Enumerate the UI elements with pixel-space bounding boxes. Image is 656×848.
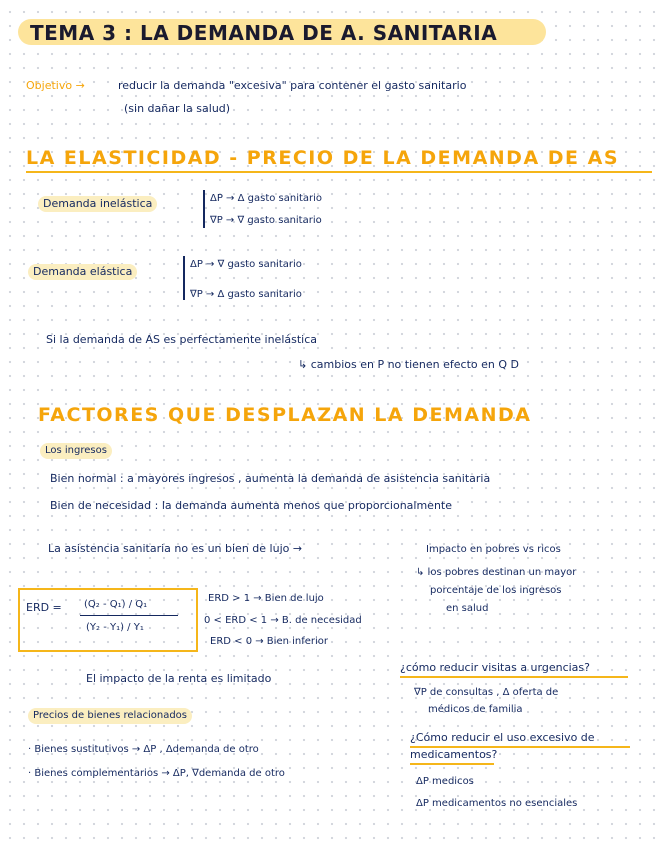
demanda-inelastica-label: Demanda inelástica (38, 196, 157, 212)
elasticidad-heading: LA ELASTICIDAD - PRECIO DE LA DEMANDA DE AS (26, 147, 620, 169)
lujo-text: La asistencia sanitaria no es un bien de lujo → (48, 542, 303, 555)
elastica-line-1: ΔP → ∇ gasto sanitario (190, 259, 302, 270)
urgencias-question: ¿cómo reducir visitas a urgencias? (400, 661, 590, 674)
erd-denominator: (Y₂ - Y₁) / Y₁ (86, 622, 144, 633)
objetivo-label: Objetivo → (26, 79, 85, 92)
brace-elastica (183, 256, 185, 300)
urgencias-answer-1: ∇P de consultas , Δ oferta de (414, 687, 559, 698)
erd-case-lujo: ERD > 1 → Bien de lujo (208, 593, 324, 604)
page-title-highlight (18, 19, 546, 45)
ingresos-label: Los ingresos (40, 443, 112, 459)
elastica-line-2: ∇P → Δ gasto sanitario (190, 289, 302, 300)
factores-heading: FACTORES QUE DESPLAZAN LA DEMANDA (38, 404, 532, 426)
inelastica-line-1: ΔP → Δ gasto sanitario (210, 193, 323, 204)
medicamentos-answer-2: ΔP medicamentos no esenciales (416, 798, 578, 809)
erd-label: ERD = (26, 601, 62, 614)
objetivo-text-2: (sin dañar la salud) (124, 102, 231, 115)
complementarios-text: · Bienes complementarios → ΔP, ∇demanda de otro (28, 768, 285, 779)
pobres-line-3: en salud (446, 603, 489, 614)
erd-case-necesidad: 0 < ERD < 1 → B. de necesidad (204, 615, 362, 626)
elasticidad-underline (26, 171, 652, 173)
urgencias-answer-2: médicos de familia (428, 704, 523, 715)
inelastica-line-2: ∇P → ∇ gasto sanitario (210, 215, 322, 226)
pobres-line-2: porcentaje de los ingresos (430, 585, 562, 596)
medicamentos-answer-1: ΔP medicos (416, 776, 474, 787)
erd-case-inferior: ERD < 0 → Bien inferior (210, 636, 329, 647)
erd-fraction-line (80, 615, 178, 616)
medicamentos-underline-2 (410, 763, 494, 765)
relacionados-label: Precios de bienes relacionados (28, 708, 192, 724)
demanda-elastica-label: Demanda elástica (28, 264, 137, 280)
bien-normal-text: Bien normal : a mayores ingresos , aumenta la demanda de asistencia sanitaria (50, 472, 491, 485)
bien-necesidad-text: Bien de necesidad : la demanda aumenta menos que proporcionalmente (50, 499, 452, 512)
medicamentos-question-1: ¿Cómo reducir el uso excesivo de (410, 731, 595, 744)
impacto-text: Impacto en pobres vs ricos (426, 544, 561, 555)
brace-inelastica (203, 190, 205, 228)
perfect-inelastic-text: Si la demanda de AS es perfectamente inelástica (46, 333, 317, 346)
urgencias-underline (400, 676, 628, 678)
sustitutivos-text: · Bienes sustitutivos → ΔP , Δdemanda de otro (28, 744, 259, 755)
impacto-renta-text: El impacto de la renta es limitado (86, 672, 272, 685)
medicamentos-question-2: medicamentos? (410, 748, 498, 761)
objetivo-text-1: reducir la demanda "excesiva" para contener el gasto sanitario (118, 79, 467, 92)
perfect-inelastic-consequence: ↳ cambios en P no tienen efecto en Q D (298, 358, 519, 371)
erd-numerator: (Q₂ - Q₁) / Q₁ (84, 599, 148, 610)
pobres-line-1: ↳ los pobres destinan un mayor (416, 567, 577, 578)
page-title: TEMA 3 : LA DEMANDA DE A. SANITARIA (30, 21, 498, 45)
